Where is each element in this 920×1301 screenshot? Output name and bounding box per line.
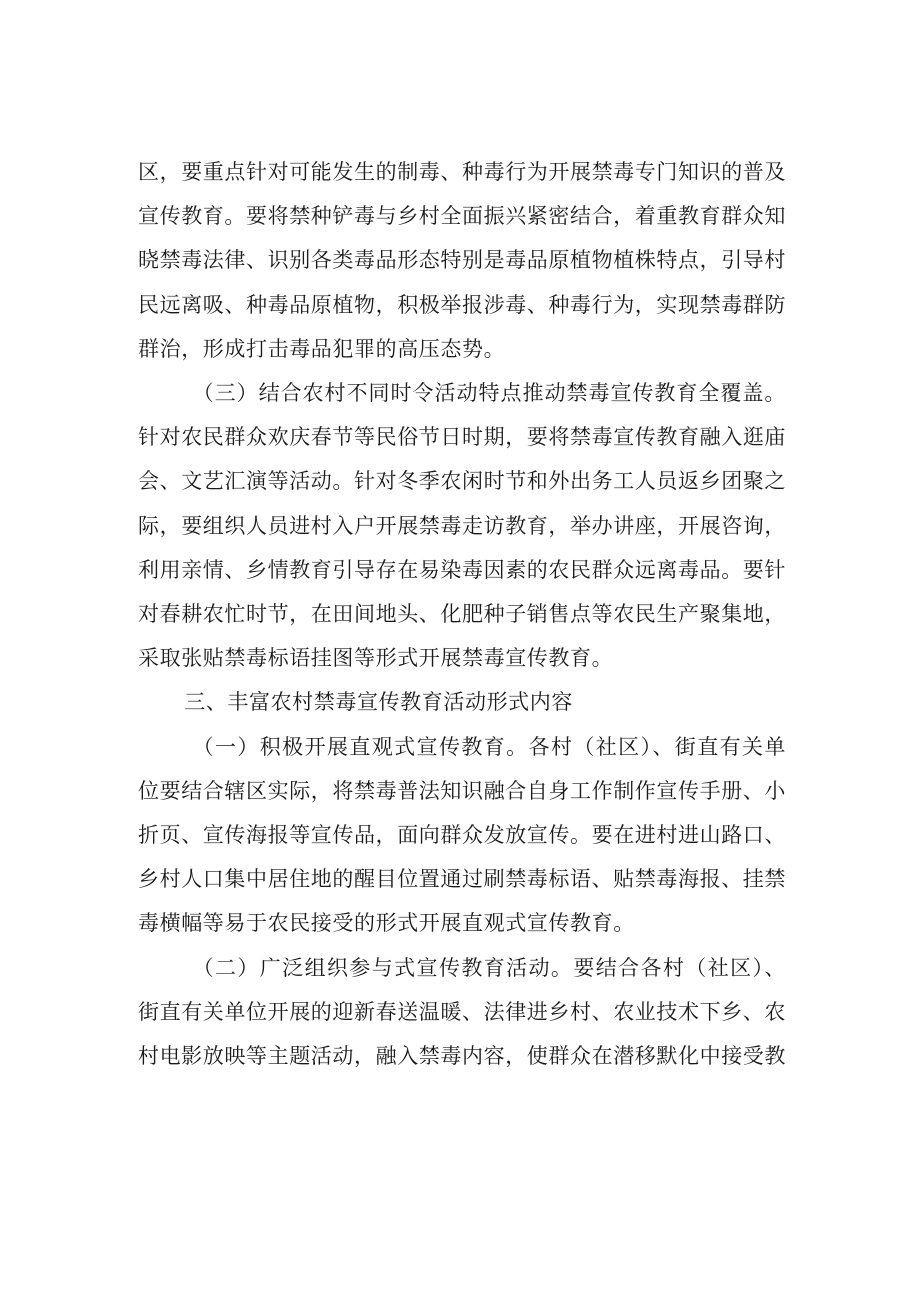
paragraph-continuation: 区，要重点针对可能发生的制毒、种毒行为开展禁毒专门知识的普及宣传教育。要将禁种铲毒与乡村全面振兴紧密结合，着重教育群众知晓禁毒法律、识别各类毒品形态特别是毒品原植物植株特点，引导村民远离吸、种毒品原植物，积极举报涉毒、种毒行为，实现禁毒群防群治，形成打击毒品犯罪的高压态势。 xyxy=(138,160,786,361)
section-heading: 三、丰富农村禁毒宣传教育活动形式内容 xyxy=(184,690,573,715)
paragraph-subsection-2: （二）广泛组织参与式宣传教育活动。要结合各村（社区）、街直有关单位开展的迎新春送温暖、法律进乡村、农业技术下乡、农村电影放映等主题活动，融入禁毒内容，使群众在潜移默化中接受教 xyxy=(138,955,786,1069)
document-body xyxy=(138,150,786,1078)
paragraph-subsection-1: （一）积极开展直观式宣传教育。各村（社区）、街直有关单位要结合辖区实际，将禁毒普法知识融合自身工作制作宣传手册、小折页、宣传海报等宣传品，面向群众发放宣传。要在进村进山路口、乡村人口集中居住地的醒目位置通过刷禁毒标语、贴禁毒海报、挂禁毒横幅等易于农民接受的形式开展直观式宣传教育。 xyxy=(138,734,786,936)
paragraph-section-3: （三）结合农村不同时令活动特点推动禁毒宣传教育全覆盖。针对农民群众欢庆春节等民俗节日时期，要将禁毒宣传教育融入逛庙会、文艺汇演等活动。针对冬季农闲时节和外出务工人员返乡团聚之际，要组织人员进村入户开展禁毒走访教育，举办讲座，开展咨询，利用亲情、乡情教育引导存在易染毒因素的农民群众远离毒品。要针对春耕农忙时节，在田间地头、化肥种子销售点等农民生产聚集地，采取张贴禁毒标语挂图等形式开展禁毒宣传教育。 xyxy=(138,381,786,671)
